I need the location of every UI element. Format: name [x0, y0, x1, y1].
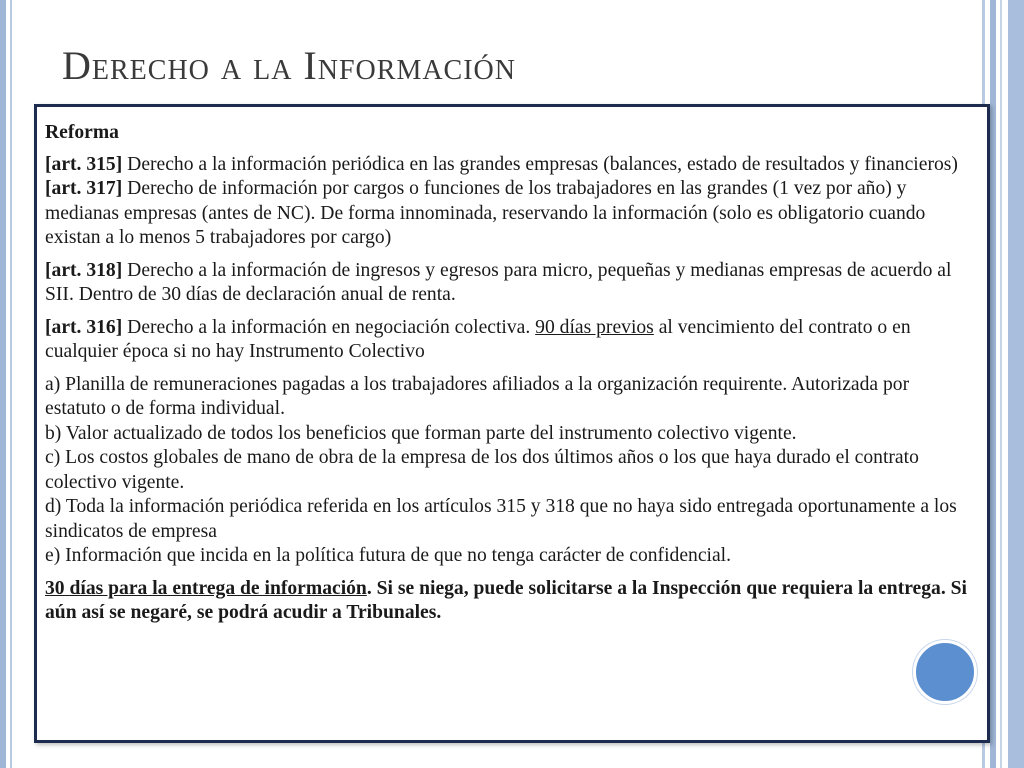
paragraph-art-317 [45, 177, 973, 251]
slide-title: Derecho a la Información [62, 43, 516, 88]
right-decorative-bar [990, 0, 996, 768]
closing-text: . Si se niega, puede solicitarse a la Inspección que requiera la entrega. Si aún así se negaré, se podrá acudir a Tribunales. [45, 577, 967, 623]
left-decorative-line [10, 0, 12, 768]
content-text [45, 121, 973, 626]
list-item-c: c) Los costos globales de mano de obra de la empresa de los dos últimos años o los que haya durado el contrato colectivo vigente. [45, 447, 919, 493]
article-ref-316: [art. 316] [45, 316, 123, 338]
article-316-deadline: 90 días previos [535, 316, 654, 338]
right-decorative-line-2 [1000, 0, 1002, 768]
list-item-a: a) Planilla de remuneraciones pagadas a los trabajadores afiliados a la organización requirente. Autorizada por estatuto o de forma individual. [45, 373, 910, 419]
closing-paragraph [45, 577, 973, 626]
list-item-b: b) Valor actualizado de todos los beneficios que forman parte del instrumento colectivo vigente. [45, 422, 797, 444]
article-ref-315: [art. 315] [45, 153, 123, 175]
accent-circle [913, 640, 977, 704]
article-ref-318: [art. 318] [45, 259, 123, 281]
left-decorative-bar [0, 0, 6, 768]
paragraph-art-318 [45, 259, 973, 308]
paragraph-art-316 [45, 316, 973, 365]
article-text-318: Derecho a la información de ingresos y egresos para micro, pequeñas y medianas empresas de acuerdo al SII. Dentro de 30 días de declaración anual de renta. [45, 259, 952, 305]
article-text-315: Derecho a la información periódica en las grandes empresas (balances, estado de resultados y financieros) [122, 153, 958, 175]
list-item-d: d) Toda la información periódica referida en los artículos 315 y 318 que no haya sido entregada oportunamente a los sindicatos de empresa [45, 496, 957, 542]
list-item-e: e) Información que incida en la política futura de que no tenga carácter de confidencial. [45, 545, 731, 566]
right-decorative-bar-2 [1008, 0, 1024, 768]
article-text-316-before: Derecho a la información en negociación colectiva. [122, 316, 536, 338]
article-ref-317: [art. 317] [45, 178, 123, 199]
paragraph-art-315 [45, 153, 973, 178]
content-box [34, 104, 990, 743]
section-heading: Reforma [45, 122, 119, 143]
article-text-317: Derecho de información por cargos o funciones de los trabajadores en las grandes (1 vez por año) y medianas empresas (antes de NC). De forma innominada, reservando la información (solo es obligatorio cuando existan a lo menos 5 trabajadores por cargo) [45, 178, 926, 248]
closing-deadline: 30 días para la entrega de información [45, 577, 367, 599]
article-text-316-after: al vencimiento del contrato o en cualquier época si no hay Instrumento Colectivo [45, 316, 911, 362]
